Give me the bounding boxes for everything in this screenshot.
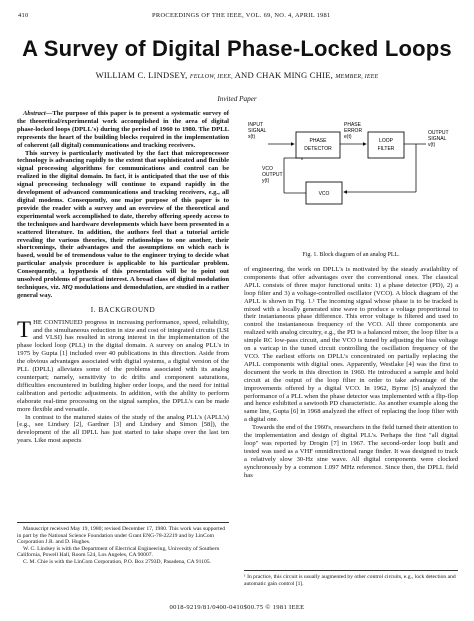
abstract xyxy=(17,110,229,300)
phase-detector-label-2: DETECTOR xyxy=(304,146,332,152)
loop-filter-label-1: LOOP xyxy=(379,138,393,144)
phase-error-label-3: e(t) xyxy=(344,134,352,140)
author-1-affiliation: FELLOW, IEEE, xyxy=(189,74,233,80)
output-signal-label-3: v(t) xyxy=(428,142,436,148)
author-and: AND xyxy=(234,70,254,80)
abstract-keyword: MQ xyxy=(61,283,73,291)
author-2: CHAK MING CHIE, xyxy=(256,70,333,80)
footnote-author-2: C. M. Chie is with the LinCom Corporation, P.O. Box 2793D, Pasadena, CA 91105. xyxy=(23,558,211,565)
footnote-author-1: W. C. Lindsey is with the Department of Electrical Engineering, University of Southern California, Powell Hall, Room 524, Los Angeles, CA 90007. xyxy=(17,545,220,558)
phase-error-label-1: PHASE xyxy=(344,122,361,128)
right-column xyxy=(244,266,458,479)
author-1: WILLIAM C. LINDSEY, xyxy=(95,70,188,80)
abstract-text-2: This survey is particularly motivated by the fact that microprocessor technology is advancing rapidly to the extent that sophisticated and flexible signal processing algorithms for communications and control can be realized in the digital domain. In fact, it is anticipated that the use of this signal processing technology will continue to expand rapidly in the development of advanced communications and tracking receivers, e.g., all digital modems. Consequently, one major purpose of this paper is to provide the reader with a survey and an overview of the theoretical and experimental work accomplished to date, thereby offering speedy access to the techniques and hardware developments which have been presented in a scattered literature. In addition, the authors feel that a tutorial article revealing the various theories, their relationships to one another, their shortcomings, their advantages and the assumptions on which each is based, would be of tremendous value to the engineer trying to decide what particular analysis procedure is applicable to his particular problem. Consequently, a hypothesis of this presentation will be to point out unsolved problems of practical interest. A broad class of digital modulation techniques, viz. xyxy=(17,149,229,291)
section-body xyxy=(17,316,229,446)
pll-block-diagram xyxy=(244,110,458,245)
journal-name: PROCEEDINGS OF THE IEEE, VOL. 69, NO. 4, APRIL 1981 xyxy=(152,12,331,19)
vco-output-label-3: y(t) xyxy=(262,178,270,184)
drop-cap: T xyxy=(17,316,32,342)
body-paragraph-2: In contrast to the matured states of the study of the analog PLL's (APLL's) [e.g., see Lindsey [2], Gardner [3] and Lindsey and Simon [58]), the development of the all DPLL has just started to take shape over the last ten years. Like most aspects xyxy=(17,413,229,445)
figure-1 xyxy=(244,110,458,260)
figure-footnote: ¹ In practice, this circuit is usually augmented by other control circuits, e.g., lock detection and automatic gain control [1]. xyxy=(244,570,458,587)
phase-detector-label-1: PHASE xyxy=(309,138,327,144)
output-signal-label-2: SIGNAL xyxy=(428,136,447,142)
right-paragraph-1: of engineering, the work on DPLL's is motivated by the steady availability of components that offer advantages over the conventional ones. The classical APLL consists of three major functional units: 1) a phase detector (PD), 2) a loop filter and 3) a voltage-controlled oscillator (VCO). A block diagram of the APLL is shown in Fig. 1.¹ The incoming signal whose phase is to be tracked is mixed with a locally generated sine wave to produce a voltage proportional to their instantaneous phase difference. This error voltage is filtered and used to control the instantaneous frequency of the VCO. All three components are realized with analog circuitry, e.g., the PD is a balanced mixer, the loop filter is a simple RC low-pass circuit, and the VCO is tuned by adjusting the bias voltage on a varicap in the tuned circuit controlling the oscillation frequency of the VCO. The earliest efforts on DPLL's concentrated on partially replacing the APLL components with digital ones. Apparently, Westlake [4] was the first to document the work in this direction in 1960. He introduced a sample and hold circuit at the output of the loop filter in order to take advantage of the improvements offered by a digital VCO. In 1962, Byrne [5] analyzed the performance of a PLL when the phase detector was implemented with a flip-flop and hence exhibited a sawtooth PD characteristic. As another example along the same line, Gupta [6] in 1968 analyzed the effect of replacing the loop filter with a digital one. xyxy=(244,266,458,424)
footnote-manuscript: Manuscript received May 19, 1980; revised December 17, 1980. This work was supported in part by the National Science Foundation under Grant ENG-78-22219 and by LinCom Corporation J.R. and D. Hughes. xyxy=(17,526,226,545)
input-signal-label-3: x(t) xyxy=(248,134,256,140)
paper-title: A Survey of Digital Phase-Locked Loops xyxy=(22,36,452,61)
abstract-text-1: —The purpose of this paper is to present a systematic survey of the theoretical/experimental work accomplished in the area of digital phase-locked loops (DPLL's) during the period of 1960 to 1980. The DPLL represents the heart of the building blocks required in the implementation of coherent (all digital) communications and tracking receivers. xyxy=(17,110,229,149)
vco-block-label: VCO xyxy=(318,191,330,197)
input-signal-label-2: SIGNAL xyxy=(248,128,267,134)
footnotes xyxy=(17,522,229,565)
invited-paper-label: Invited Paper xyxy=(217,95,257,103)
right-paragraph-2: Towards the end of the 1960's, researchers in the field turned their attention to the implementation and design of digital PLL's. Perhaps the first "all digital loop" was reported by Drogin [7] in 1967. The second-order loop built and tested was used as a VHF omnidirectional range finder. It was designed to track a relatively slow 30-Hz sine wave. All digital components were clocked synchronously by a common 1.097 MHz reference. Since then, the DPLL field has xyxy=(244,424,458,479)
section-heading: I. BACKGROUND xyxy=(90,305,156,314)
phase-error-label-2: ERROR xyxy=(344,128,363,134)
output-signal-label-1: OUTPUT xyxy=(428,130,449,136)
figure-caption: Fig. 1. Block diagram of an analog PLL. xyxy=(302,252,400,258)
body-text-1: HE CONTINUED progress in increasing performance, speed, reliability, and the simultaneous reduction in size and cost of integrated circuits (LSI and VLSI) has resulted in strong interest in the implementation of the phase locked loop (PLL) in the digital domain. A survey on analog PLL's in 1975 by Gupta [1] included over 40 publications in this direction. Aside from the obvious advantages associated with digital systems, a digital version of the PLL (DPLL) alleviates some of the problems associated with its analog counterpart; namely, sensitivity to dc drifts and component saturations, difficulties encountered in building higher order loops, and the need for initial calibration and periodic adjustments. In addition, with the ability to perform elaborate real-time processing on the signal samples, the DPLL's can be made more flexible and versatile. xyxy=(17,318,229,413)
loop-filter-block xyxy=(368,132,404,158)
phase-detector-block xyxy=(296,132,340,158)
running-head xyxy=(18,12,456,19)
body-paragraph-1 xyxy=(17,316,229,414)
copyright-line: 0018-9219/81/0400-0410$00.75 © 1981 IEEE xyxy=(169,604,305,611)
abstract-paragraph-2 xyxy=(17,150,229,300)
loop-filter-label-2: FILTER xyxy=(377,146,395,152)
vco-output-label-2: OUTPUT xyxy=(262,172,283,178)
vco-output-label-1: VCO xyxy=(262,166,273,172)
author-line xyxy=(0,70,474,80)
author-2-affiliation: MEMBER, IEEE xyxy=(335,74,379,80)
left-column xyxy=(17,110,229,445)
abstract-text-2-tail: modulations and demodulation, are studied in a rather general way. xyxy=(17,283,229,299)
page-number: 410 xyxy=(18,12,29,19)
running-head-spacer xyxy=(454,12,456,19)
abstract-lead: Abstract xyxy=(23,110,46,117)
abstract-paragraph-1 xyxy=(17,110,229,150)
input-signal-label-1: INPUT xyxy=(248,122,263,128)
